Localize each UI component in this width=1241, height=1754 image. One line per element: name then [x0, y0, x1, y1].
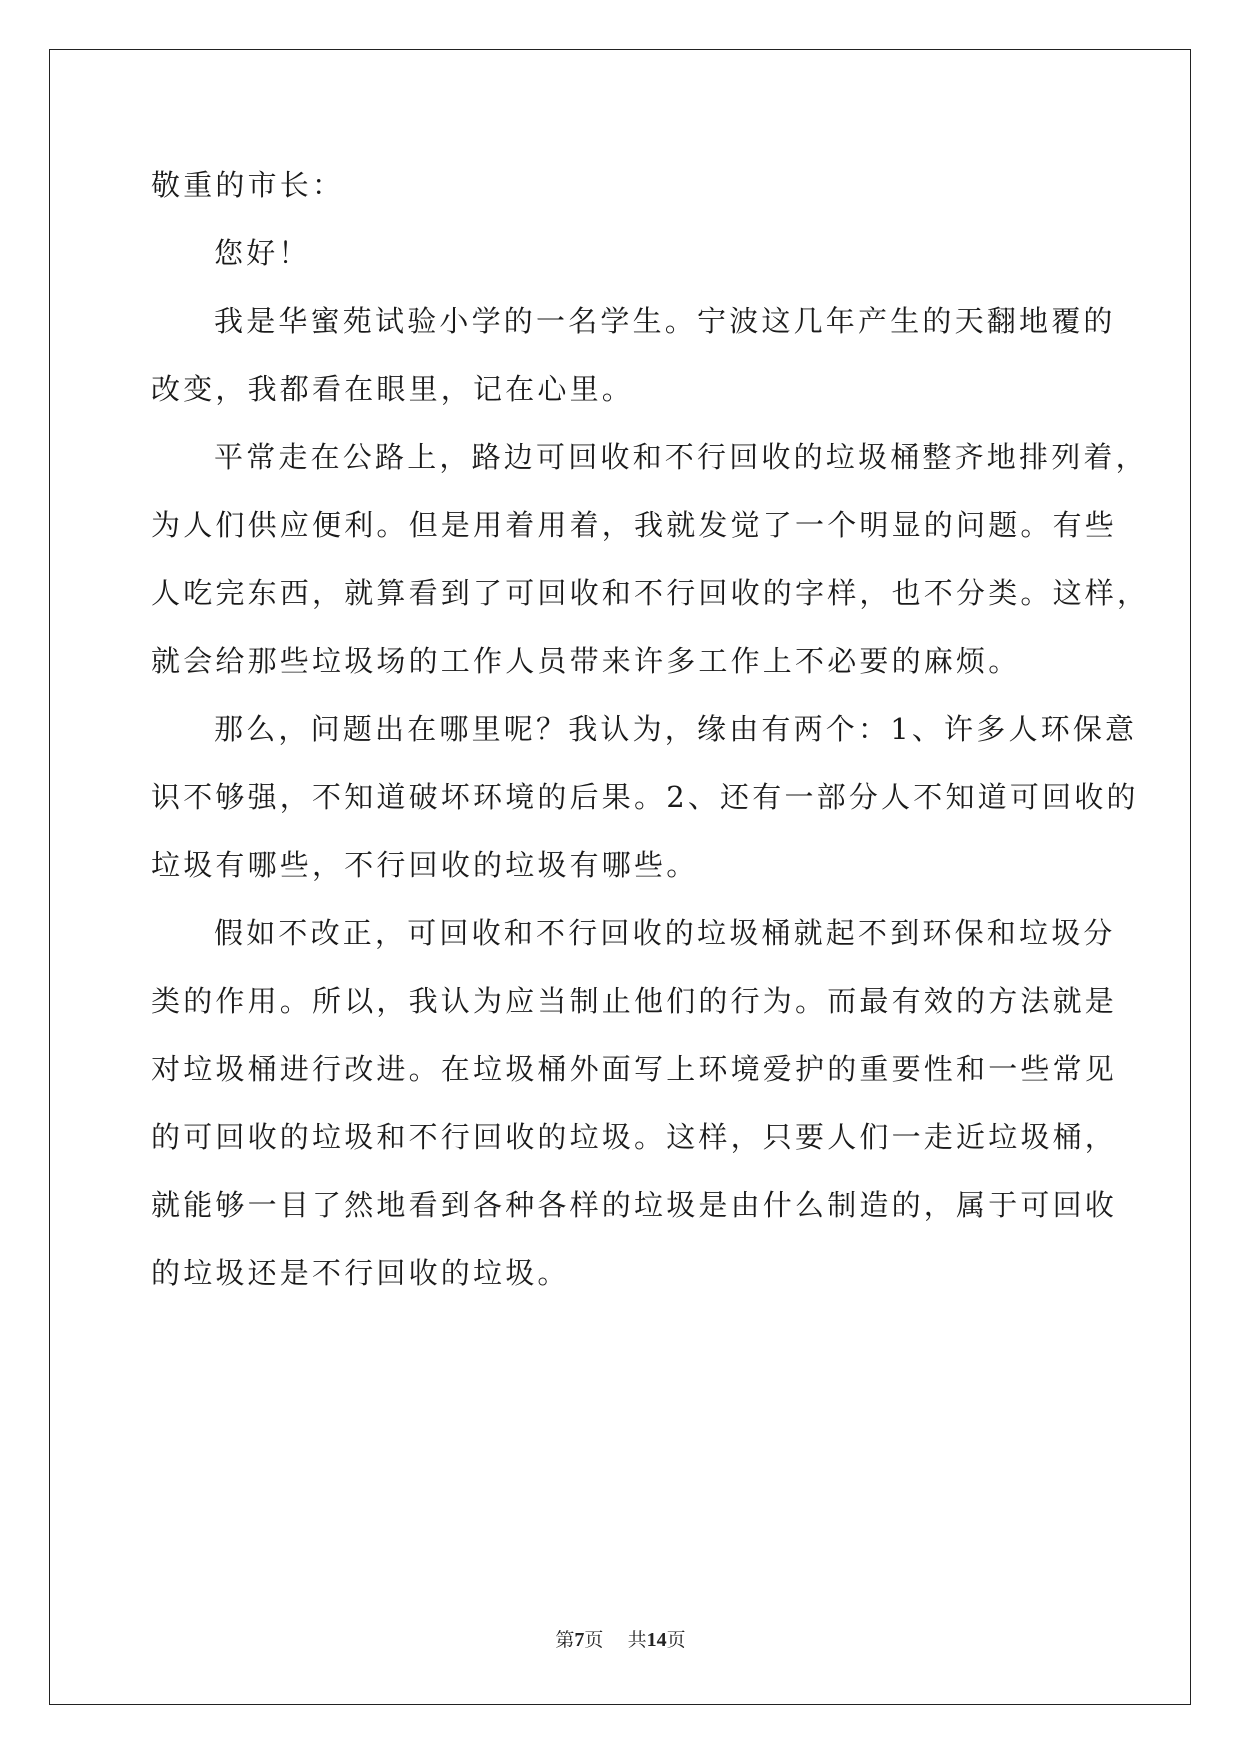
paragraph-line: 的可回收的垃圾和不行回收的垃圾。这样，只要人们一走近垃圾桶， — [151, 1120, 1118, 1154]
paragraph-line: 为人们供应便利。但是用着用着，我就发觉了一个明显的问题。有些 — [151, 508, 1118, 542]
paragraph-line: 人吃完东西，就算看到了可回收和不行回收的字样，也不分类。这样， — [151, 576, 1150, 610]
greeting: 您好！ — [214, 236, 311, 270]
page-suffix: 页 — [666, 1629, 686, 1651]
paragraph-line: 类的作用。所以，我认为应当制止他们的行为。而最有效的方法就是 — [151, 984, 1118, 1018]
paragraph-line: 对垃圾桶进行改进。在垃圾桶外面写上环境爱护的重要性和一些常见 — [151, 1052, 1118, 1086]
salutation: 敬重的市长： — [151, 168, 345, 202]
paragraph-line: 垃圾有哪些，不行回收的垃圾有哪些。 — [151, 848, 699, 882]
paragraph-line: 我是华蜜苑试验小学的一名学生。宁波这几年产生的天翻地覆的 — [214, 304, 1116, 338]
page-prefix: 第 — [555, 1629, 575, 1651]
paragraph-line: 就能够一目了然地看到各种各样的垃圾是由什么制造的，属于可回收 — [151, 1188, 1118, 1222]
current-page: 7 — [574, 1629, 585, 1651]
paragraph-line: 平常走在公路上，路边可回收和不行回收的垃圾桶整齐地排列着， — [214, 440, 1148, 474]
paragraph-line: 那么，问题出在哪里呢？我认为，缘由有两个：1、许多人环保意 — [214, 712, 1138, 746]
page-number — [0, 1625, 1241, 1652]
paragraph-line: 识不够强，不知道破坏环境的后果。2、还有一部分人不知道可回收的 — [151, 780, 1139, 814]
paragraph-line: 改变，我都看在眼里，记在心里。 — [151, 372, 635, 406]
paragraph-line: 就会给那些垃圾场的工作人员带来许多工作上不必要的麻烦。 — [151, 644, 1021, 678]
paragraph-line: 的垃圾还是不行回收的垃圾。 — [151, 1256, 570, 1290]
page-mid: 页 共 — [584, 1629, 647, 1651]
total-pages: 14 — [646, 1629, 667, 1651]
paragraph-line: 假如不改正，可回收和不行回收的垃圾桶就起不到环保和垃圾分 — [214, 916, 1116, 950]
